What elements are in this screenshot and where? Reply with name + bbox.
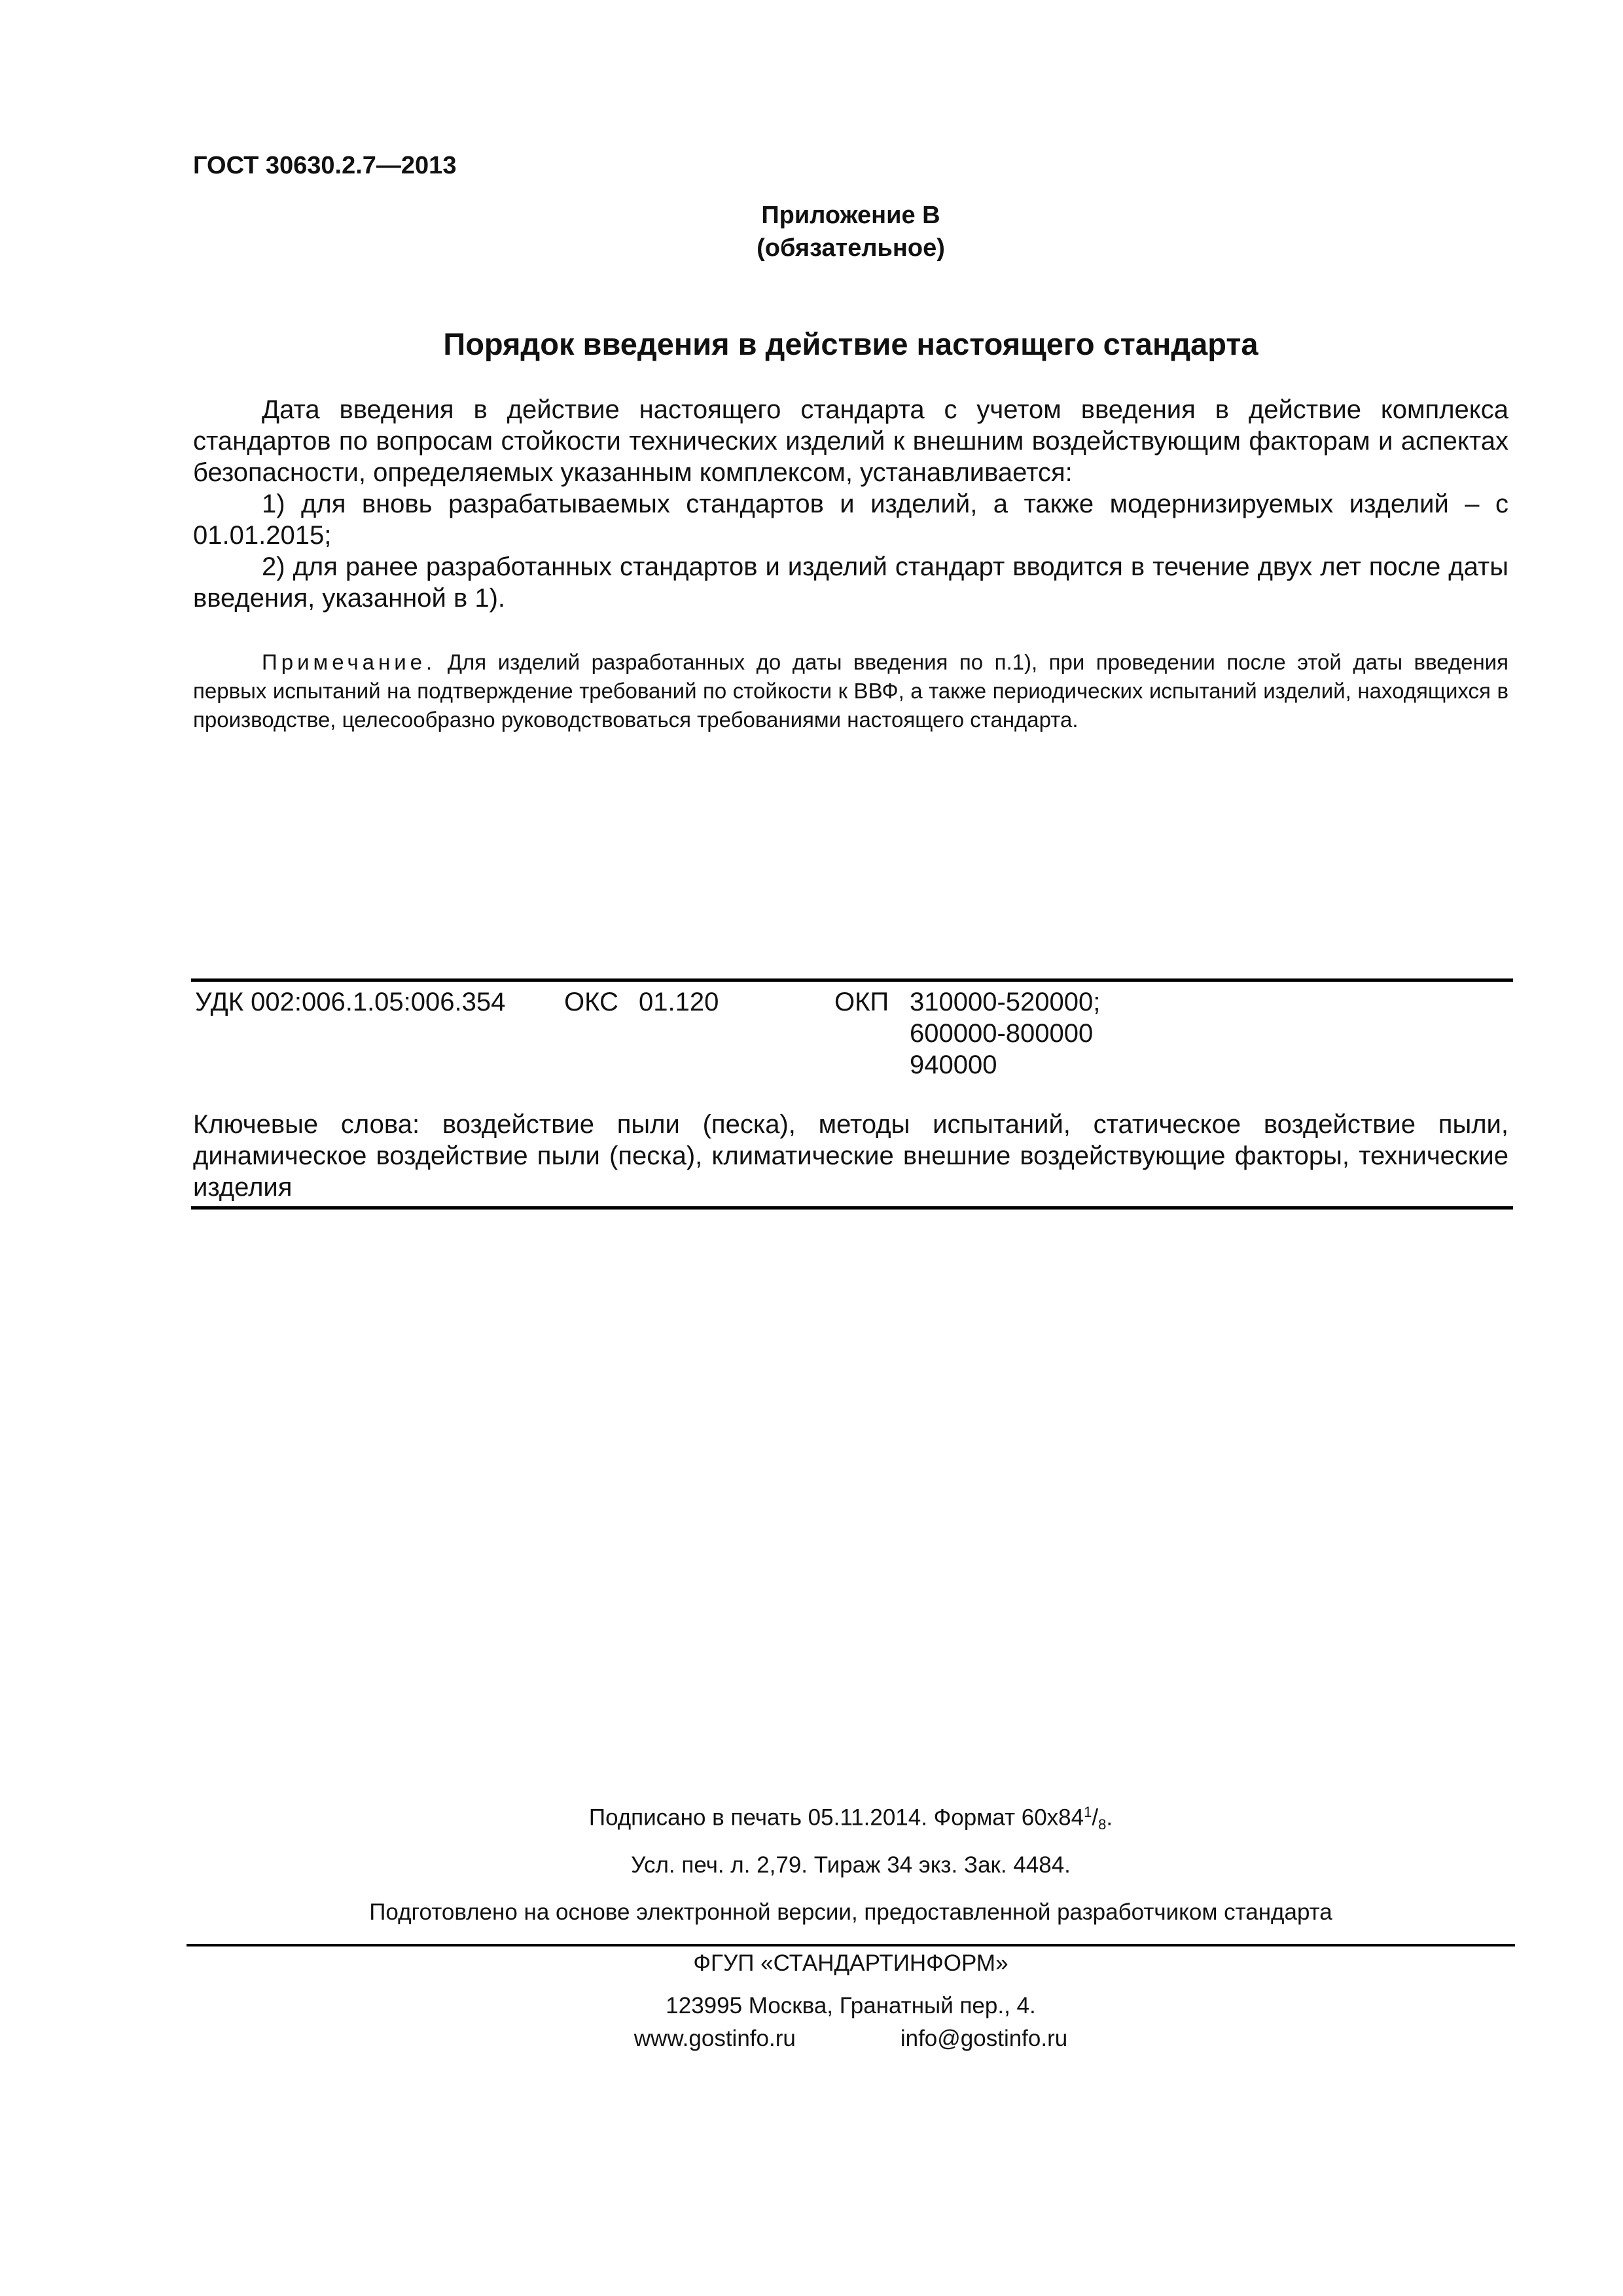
appendix-title: Приложение В bbox=[761, 202, 940, 229]
oks-label: ОКС bbox=[564, 988, 618, 1016]
okp-code: 310000-520000; bbox=[910, 988, 1101, 1016]
note-text: Для изделий разработанных до даты введения по п.1), при проведении после этой даты введения первых испытаний на подтверждение требований по стойкости к ВВФ, а также периодических испытаний изделий, находящихся в производстве, целесообразно руководствоваться требованиями настоящего стандарта. bbox=[193, 650, 1508, 732]
website-link[interactable]: www.gostinfo.ru bbox=[633, 2026, 796, 2051]
appendix-subtitle: (обязательное) bbox=[757, 234, 945, 262]
paragraph-item-1: 1) для вновь разрабатываемых стандартов и изделий, а также модернизируемых изделий – с 01.01.2015; bbox=[193, 490, 1508, 550]
format-numerator: 1 bbox=[1084, 1804, 1092, 1820]
paragraph-item-2: 2) для ранее разработанных стандартов и изделий стандарт вводится в течение двух лет после даты введения, указанной в 1). bbox=[193, 552, 1508, 613]
udk-code: УДК 002:006.1.05:006.354 bbox=[195, 988, 506, 1016]
note bbox=[193, 648, 1508, 734]
okp-label: ОКП bbox=[834, 988, 889, 1016]
email-link[interactable]: info@gostinfo.ru bbox=[900, 2026, 1068, 2051]
divider-top bbox=[191, 978, 1513, 982]
okp-codes bbox=[910, 986, 1100, 1081]
paragraph-intro: Дата введения в действие настоящего стандарта с учетом введения в действие комплекса стандартов по вопросам стойкости технических изделий к внешним воздействующим факторам и аспектах безопасности, определяемых указанным комплексом, устанавливается: bbox=[193, 395, 1508, 487]
okp-code: 940000 bbox=[910, 1050, 997, 1079]
divider-keywords bbox=[191, 1206, 1513, 1210]
contacts bbox=[0, 2026, 1623, 2052]
section-heading: Порядок введения в действие настоящего стандарта bbox=[443, 327, 1258, 361]
imprint-prepared: Подготовлено на основе электронной версии, предоставленной разработчиком стандарта bbox=[369, 1899, 1332, 1925]
signed-text: Подписано в печать 05.11.2014. Формат 60х84 bbox=[588, 1804, 1084, 1831]
imprint-print-info: Усл. печ. л. 2,79. Тираж 34 экз. Зак. 4484. bbox=[631, 1852, 1071, 1878]
okp-code: 600000-800000 bbox=[910, 1019, 1094, 1048]
document-code: ГОСТ 30630.2.7—2013 bbox=[193, 152, 457, 179]
publisher: ФГУП «СТАНДАРТИНФОРМ» bbox=[693, 1950, 1008, 1976]
imprint-signed: Подписано в печать 05.11.2014. Формат $60х84^1/_8$. bbox=[588, 1804, 1113, 1833]
note-label: Примечание. bbox=[262, 650, 437, 674]
keywords: Ключевые слова: воздействие пыли (песка), методы испытаний, статическое воздействие пыли, динамическое воздействие пыли (песка), климатические внешние воздействующие факторы, технические изделия bbox=[193, 1110, 1508, 1202]
address: 123995 Москва, Гранатный пер., 4. bbox=[666, 1993, 1036, 2018]
format-denominator: 8 bbox=[1098, 1816, 1107, 1833]
oks-value: 01.120 bbox=[639, 988, 719, 1016]
divider-imprint bbox=[187, 1944, 1515, 1946]
